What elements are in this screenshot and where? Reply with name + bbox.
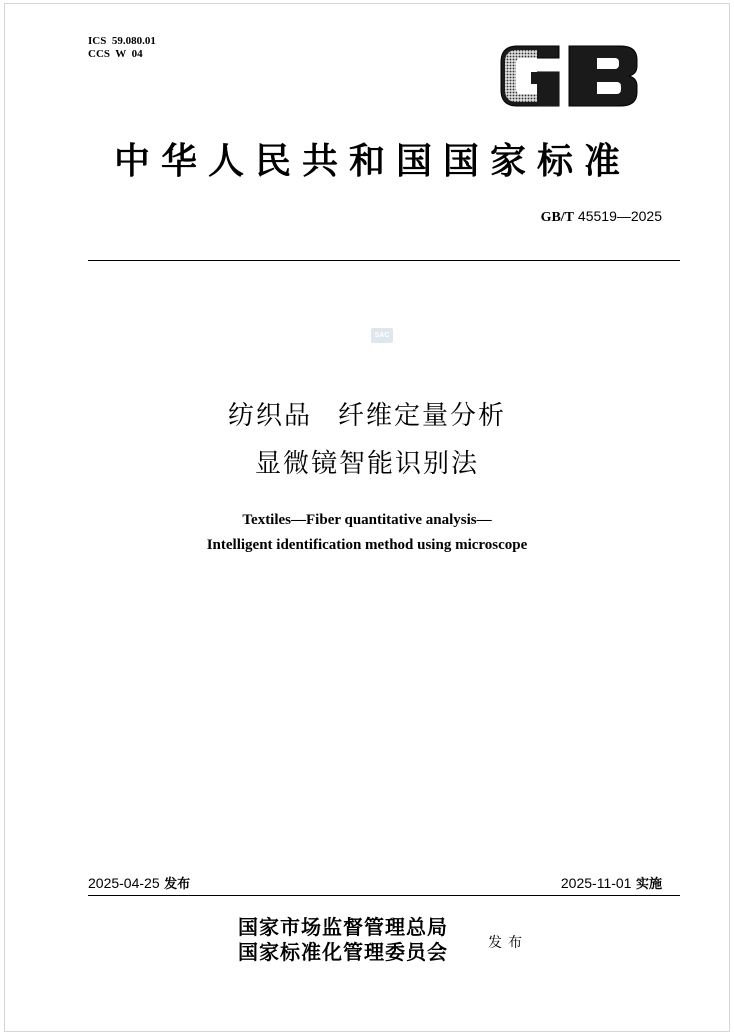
issuing-organizations [238, 915, 448, 965]
ccs-code: CCS W 04 [88, 48, 143, 60]
gb-logo-icon [497, 40, 641, 112]
top-divider [88, 260, 680, 261]
effective-date-value: 2025-11-01 [560, 875, 632, 891]
issuer-sac: 国家标准化管理委员会 [238, 940, 448, 964]
classification-codes [88, 35, 156, 61]
sac-watermark-text: SAC [374, 332, 390, 339]
standard-number-value: 45519—2025 [574, 208, 662, 224]
effective-date [561, 873, 662, 892]
issuer-samr: 国家市场监督管理总局 [238, 915, 448, 939]
sac-watermark-icon [371, 328, 393, 343]
bottom-divider [88, 895, 680, 896]
chinese-title-part-a: 纺织品 [227, 401, 312, 431]
standard-number [541, 208, 662, 226]
chinese-title-part-b: 纤维定量分析 [338, 401, 507, 431]
chinese-title-line2: 显微镜智能识别法 [254, 449, 479, 479]
standard-number-prefix: GB/T [540, 210, 575, 225]
issue-label: 发布 [488, 935, 528, 951]
chinese-title-line1 [0, 400, 734, 432]
english-title-line1: Textiles—Fiber quantitative analysis— [242, 512, 492, 528]
publish-date [88, 873, 190, 892]
publish-date-label: 发布 [159, 877, 191, 892]
english-title-line2: Intelligent identification method using microscope [206, 537, 528, 553]
ics-code: ICS 59.080.01 [88, 35, 156, 47]
effective-date-label: 实施 [631, 877, 662, 892]
national-standard-title: 中华人民共和国国家标准 [113, 140, 631, 182]
publish-date-value: 2025-04-25 [88, 875, 160, 891]
